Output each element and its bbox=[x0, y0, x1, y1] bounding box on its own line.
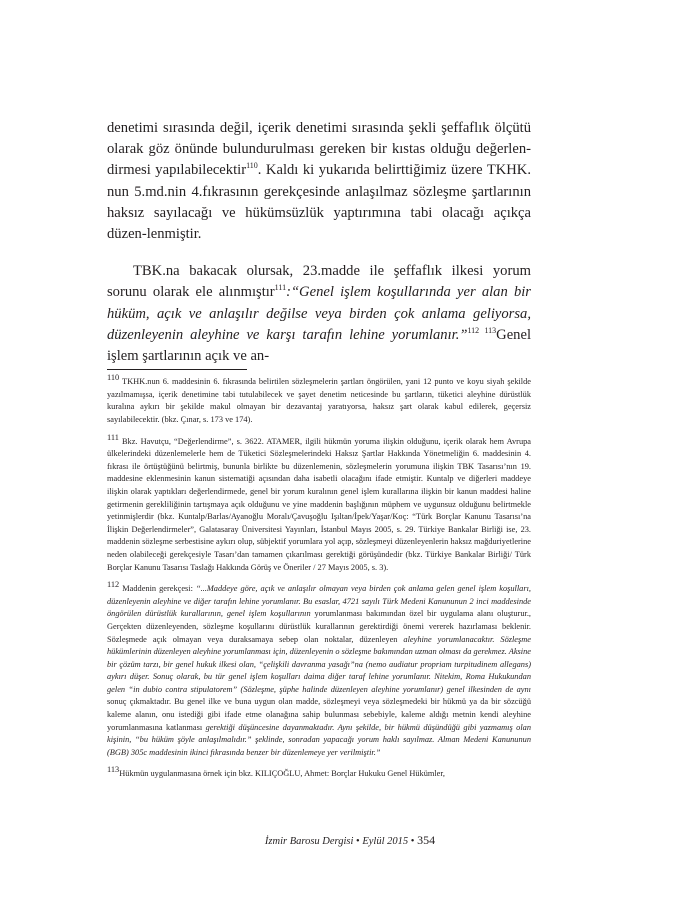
footer-separator-2: • bbox=[410, 836, 415, 847]
page-footer bbox=[0, 833, 700, 848]
footnote-112: $^{112}$ Maddenin gerekçesi: “...Maddeye göre, açık ve anlaşılır olmayan veya birden çok anlama gelen genel işlem koşulları, düzenleyenin aleyhine ve diğer tarafın lehine yorumlanır. Bu esaslar, 4721 sayılı Türk Medeni Kanununun 2 inci maddesinde öngörülen dürüstlük kurallarının, genel işlem koşullarının yorumlanması bakımından özel bir uygulama alanı oluşturur., Gerçekten düzenleyenden, sözleşme koşullarını dürüstlük kurallarının gerektirdiği önemi vererek hazırlaması beklenir. Sözleşmede açık olmayan veya duraksamaya sebep olan noktalar, düzenleyen aleyhine yorumlanacaktır. Sözleşme hükümlerinin düzenleyen aleyhine yorumlanması için, düzenleyenin o sözleşme bakımından uzman olması da gerekmez. Aksine bir çözüm tarzı, bir genel hukuk ilkesi olan, “çelişkili davranma yasağı”na (nemo audiatur propriam turpitudinem allegans) aykırı düşer. Sonuç olarak, bu tür genel işlem koşulları daima diğer taraf lehine yorumlanır. Nitekim, Roma Hukukundan gelen “in dubio contra stipulatorem” (Sözleşme, şüphe halinde düzenleyen aleyhine yorumlanır) genel ilkesinden de aynı sonuç çıkmaktadır. Bu genel ilke ve buna uygun olan madde, sözleşmeyi veya sözleşmedeki bir hükmü ya da bir sözcüğü kaleme alanın, onu istediği gibi ifade etme olanağına sahip bulunması sebebiyle, kaleme aldığı metnin kendi aleyhine yorumlanmasına katlanması gerektiği düşüncesine dayanmaktadır. Aynı şekilde, bir hükmü düşündüğü gibi yazmamış olan kişinin, “bu hüküm şöyle anlaşılmalıdır.” şeklinde, sonradan yapacağı yorum haklı sayılmaz. Alman Medeni Kanununun (BGB) 305c maddesinin ikinci fıkrasında benzer bir düzenlemeye yer verilmiştir.” bbox=[107, 580, 531, 757]
body-paragraph-1: denetimi sırasında değil, içerik denetimi sırasında şekli şeffaflık ölçütü olarak göz önünde bulundurulması gereken bir kıstas olduğu değerlen-dirmesi yapılabilecektir$^{110}$. Kaldı ki yukarıda belirttiğimiz üzere TKHK. nun 5.md.nin 4.fıkrasının gerekçesinde anlaşılmaz sözleşme şartlarının haksız sayılacağı ve hükümsüzlük yaptırımına tabi olacağı açıkça düzen-lenmiştir. bbox=[107, 120, 531, 243]
footnote-111: $^{111}$ Bkz. Havutçu, “Değerlendirme”, s. 3622. ATAMER, ilgili hükmün yoruma ilişkin olduğunu, içerik olarak hem Avrupa ülkelerindeki düzenlemelerle hem de Tüketici Sözleşmelerindeki Haksız Şartlar Hakkında Yönetmeliğin 6. maddesinin 4. fıkrası ile örtüştüğünü belirtmiş, bununla birlikte bu düzenlemenin, sözleşmelerin yorumuna ilişkin TBK Tasarısı’nın 19. maddesine eklenmesinin kanun sistematiği açısından daha isabetli olacağını ifade etmiştir. Kuntalp ve diğerleri maddeye ilişkin olarak yaptıkları değerlendirmede, genel bir yorum kuralının genel işlem kurallarına ilişkin bir kanun maddesi haline getirmenin gerekliliğinin tartışmaya açık olduğunu ve yine maddenin başlığının müphem ve uygunsuz olduğunu belirtmekle yetinmişlerdir (bkz. Kuntalp/Barlas/Ayanoğlu Moralı/Çavuşoğlu Işıltan/İpek/Yaşar/Koç: “Türk Borçlar Kanunu Tasarısı’na İlişkin Değerlendirmeler”, Galatasaray Üniversitesi Yayınları, İstanbul Mayıs 2005, s. 29. Türkiye Bankalar Birliği ise, 23. maddenin sözleşme serbestisine aykırı olup, sübjektif yorumlara yol açıp, sözleşmeyi düzenleyenlerin haksız mağduriyetlerine neden olabileceği gerekçesiyle Tasarı’dan tamamen çıkarılması gerektiği görüşündedir (bkz. Türkiye Bankalar Birliği/ Türk Borçlar Kanunu Tasarısı Taslağı Hakkında Görüş ve Öneriler / 27 Mayıs 2005, s. 3). bbox=[107, 432, 531, 572]
page-number: 354 bbox=[417, 833, 436, 847]
law-quote: :“Genel işlem koşullarında yer alan bir hüküm, açık ve anlaşılır değilse veya birden çok anlama geliyorsa, düzenleyenin aleyhine ve karşı tarafın lehine yorumlanır.” bbox=[107, 284, 531, 343]
page-content bbox=[107, 118, 531, 790]
footnote-113: $^{113}$Hükmün uygulanmasına örnek için bkz. KILIÇOĞLU, Ahmet: Borçlar Hukuku Genel Hükümler, bbox=[107, 765, 445, 779]
journal-name: İzmir Barosu Dergisi bbox=[264, 836, 354, 847]
footnote-divider bbox=[107, 369, 247, 370]
issue-date: Eylül 2015 bbox=[362, 836, 409, 847]
body-paragraph-2: TBK.na bakacak olursak, 23.madde ile şeffaflık ilkesi yorum sorunu olarak ele alınmıştır$^{111}$:“Genel işlem koşullarında yer alan bir hüküm, açık ve anlaşılır değilse veya birden çok anlama geliyorsa, düzenleyenin aleyhine ve karşı tarafın lehine yorumlanır.”$^{112 113}$Genel işlem şartlarının açık ve an- bbox=[107, 263, 532, 365]
footnote-110: $^{110}$ TKHK.nun 6. maddesinin 6. fıkrasında belirtilen sözleşmelerin şartları öngörülen, yani 12 punto ve koyu siyah şekilde yazılmamışsa, içerik denetimine tabi tutulabilecek ve şayet denetim neticesinde bu şartların, tüketici aleyhine dürüstlük kuralına aykırı bir şekilde makul olmayan bir dezavantaj yaratıyorsa, haksız şart olarak kabul edilerek, geçersiz sayılabilecektir. (bkz. Çınar, s. 173 ve 174). bbox=[107, 373, 532, 425]
footnote-ref-111[interactable]: 111 bbox=[274, 283, 287, 293]
footnote-ref-110[interactable]: 110 bbox=[246, 161, 258, 171]
footer-separator-1: • bbox=[356, 836, 360, 847]
footnote-ref-112-113[interactable]: 112 113 bbox=[467, 325, 497, 335]
